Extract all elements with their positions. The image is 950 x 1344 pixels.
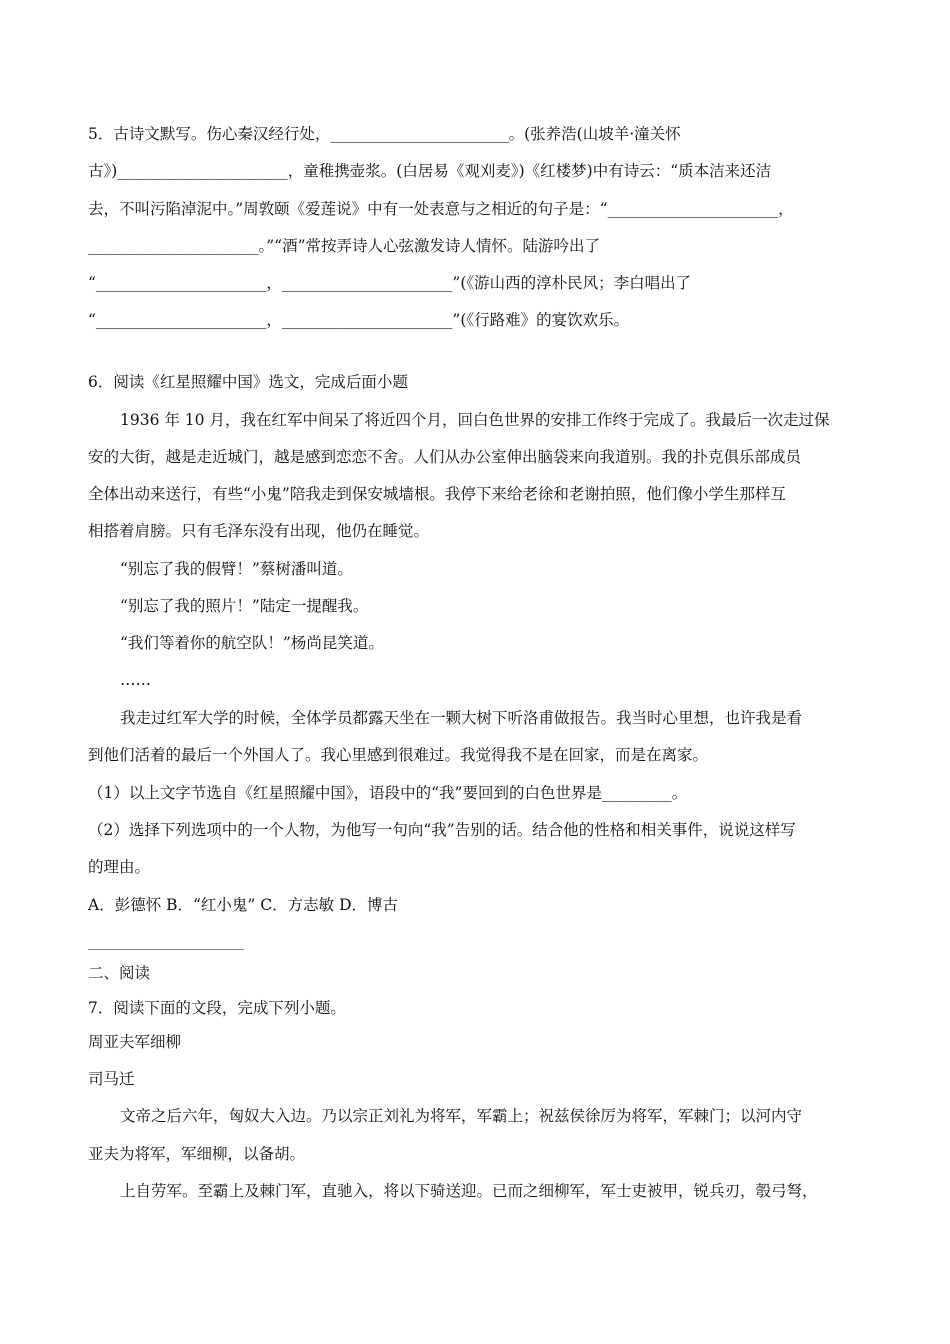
passage-paragraph-1-line-2: 亚夫为将军，军细柳，以备胡。	[88, 1145, 306, 1163]
q6-quote-2: “别忘了我的照片！”陆定一提醒我。	[120, 597, 369, 615]
q6-quote-3: “我们等着你的航空队！”杨尚昆笑道。	[120, 634, 384, 652]
passage-title: 周亚夫军细柳	[88, 1033, 182, 1051]
q7-prompt: 7．阅读下面的文段，完成下列小题。	[88, 999, 346, 1017]
q6-quote-1: “别忘了我的假臂！”蔡树潘叫道。	[120, 560, 353, 578]
q6-ellipsis: ……	[120, 671, 151, 689]
q5-line-6: “______________________，______________________”(《行路难》的宴饮欢乐。	[88, 311, 630, 329]
section-divider	[88, 949, 244, 950]
section-2-heading: 二、阅读	[88, 964, 151, 982]
q6-options: A．彭德怀 B．“红小鬼” C．方志敏 D．博古	[88, 896, 399, 914]
q5-line-1: 5．古诗文默写。伤心秦汉经行处，_______________________。(张养浩(山坡羊·潼关怀	[88, 125, 681, 143]
q6-title: 6．阅读《红星照耀中国》选文，完成后面小题	[88, 373, 408, 391]
q6-paragraph-1-line-2: 安的大街，越是走近城门，越是感到恋恋不舍。人们从办公室伸出脑袋来向我道别。我的扑克俱乐部成员	[88, 448, 802, 466]
q5-line-2: 古》)______________________，童稚携壶浆。(白居易《观刈麦》)《红楼梦)中有诗云：“质本洁来还洁	[88, 162, 772, 180]
passage-paragraph-2-line-1: 上自劳军。至霸上及棘门军，直驰入，将以下骑送迎。已而之细柳军，军士吏被甲，锐兵刃，彀弓弩，	[120, 1182, 818, 1200]
passage-paragraph-1-line-1: 文帝之后六年，匈奴大入边。乃以宗正刘礼为将军，军霸上；祝兹侯徐厉为将军，军棘门；以河内守	[120, 1107, 803, 1125]
q6-subquestion-1: （1）以上文字节选自《红星照耀中国》，语段中的“我”要回到的白色世界是_________。	[88, 784, 688, 802]
q6-paragraph-2-line-1: 我走过红军大学的时候，全体学员都露天坐在一颗大树下听洛甫做报告。我当时心里想，也许我是看	[120, 709, 803, 727]
q5-line-3: 去，不叫污陷淖泥中。”周敦颐《爱莲说》中有一处表意与之相近的句子是：“______________________，	[88, 200, 794, 218]
q5-line-4: ______________________。”“酒”常按弄诗人心弦激发诗人情怀。陆游吟出了	[88, 237, 601, 255]
q6-paragraph-1-line-4: 相搭着肩膀。只有毛泽东没有出现，他仍在睡觉。	[88, 522, 430, 540]
q6-paragraph-1-line-3: 全体出动来送行，有些“小鬼”陪我走到保安城墙根。我停下来给老徐和老谢拍照，他们像小学生那样互	[88, 485, 786, 503]
q5-line-5: “______________________，______________________”(《游山西的淳朴民风；李白唱出了	[88, 274, 692, 292]
q6-paragraph-1-line-1: 1936 年 10 月，我在红军中间呆了将近四个月，回白色世界的安排工作终于完成了。我最后一次走过保	[120, 411, 830, 429]
passage-author: 司马迁	[88, 1070, 135, 1088]
q6-paragraph-2-line-2: 到他们活着的最后一个外国人了。我心里感到很难过。我觉得我不是在回家，而是在离家。	[88, 746, 709, 764]
q6-subquestion-2-line-2: 的理由。	[88, 858, 151, 876]
q6-subquestion-2-line-1: （2）选择下列选项中的一个人物，为他写一句向“我”告别的话。结合他的性格和相关事件，说说这样写	[88, 821, 796, 839]
